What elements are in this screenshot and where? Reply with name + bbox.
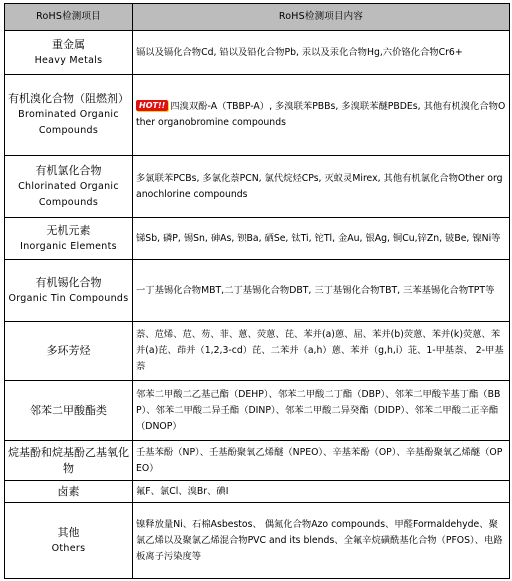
category-zh: 有机溴化合物（阻燃剂） (8, 92, 129, 105)
category-cell (5, 218, 133, 260)
category-en: Heavy Metals (34, 54, 103, 66)
category-zh: 卤素 (57, 484, 80, 498)
category-zh: 有机锡化合物 (35, 275, 102, 289)
category-cell (5, 503, 133, 579)
content-cell (133, 75, 510, 156)
header-test-content: RoHS检测项目内容 (133, 4, 510, 31)
table-row-phthalates (5, 381, 510, 441)
content-cell: 壬基苯酚（NP）、壬基酚聚氧乙烯醚（NPEO）、辛基苯酚（OP）、辛基酚聚氧乙烯醚（OPEO） (133, 441, 510, 481)
content-cell: 锑Sb, 磷P, 锡Sn, 砷As, 钡Ba, 硒Se, 钛Ti, 铊Tl, 金Au, 银Ag, 铜Cu,锌Zn, 铍Be, 镍Ni等 (133, 218, 510, 260)
content-cell: 镍释放量Ni、石棉Asbestos、 偶氮化合物Azo compounds、甲醛Formaldehyde、聚氯乙烯以及聚氯乙烯混合物PVC and its blends、全氟辛烷磺酰基化合物（PFOS）、电路板离子污染度等 (133, 503, 510, 579)
table-row-heavy-metals (5, 31, 510, 75)
table-row-chlorinated (5, 156, 510, 218)
category-zh: 其他 (57, 525, 80, 539)
category-cell (5, 75, 133, 156)
category-cell (5, 441, 133, 481)
category-en: Inorganic Elements (20, 240, 117, 252)
content-cell: 萘、苊烯、苊、芴、菲、蒽、荧蒽、芘、苯并(a)蒽、屈、苯并(b)荧蒽、苯并(k)荧蒽、苯并(a)芘、茚并（1,2,3-cd）芘、二苯并（a,h）蒽、苯并（g,h,i）苝、1-甲基萘、 2-甲基萘 (133, 322, 510, 381)
rohs-table-frame (4, 3, 509, 577)
rohs-test-items-table (4, 3, 510, 579)
content-cell: 一丁基锡化合物MBT,二丁基锡化合物DBT, 三丁基锡化合物TBT, 三苯基锡化合物TPT等 (133, 260, 510, 322)
category-en: Organic Tin Compounds (8, 292, 129, 304)
category-cell (5, 260, 133, 322)
table-row-organic-tin (5, 260, 510, 322)
hot-badge-icon: HOT!! (136, 100, 168, 111)
category-en: Brominated Organic Compounds (18, 109, 119, 136)
category-cell (5, 481, 133, 503)
content-cell: 氟F、氯Cl、溴Br、碘I (133, 481, 510, 503)
table-row-inorganic (5, 218, 510, 260)
category-cell (5, 31, 133, 75)
content-cell: 邻苯二甲酸二乙基己酯（DEHP）、邻苯二甲酸二丁酯（DBP）、邻苯二甲酸苄基丁酯（BBP）、邻苯二甲酸二异壬酯（DINP）、邻苯二甲酸二异癸酯（DIDP）、邻苯二甲酸二正辛酯（DNOP） (133, 381, 510, 441)
header-test-item: RoHS检测项目 (5, 4, 133, 31)
table-row-pah (5, 322, 510, 381)
table-row-brominated (5, 75, 510, 156)
category-cell (5, 156, 133, 218)
category-zh: 烷基酚和烷基酚乙基氧化物 (8, 445, 129, 475)
category-zh: 多环芳烃 (46, 344, 91, 357)
category-cell (5, 381, 133, 441)
category-cell (5, 322, 133, 381)
content-cell: 镉以及镉化合物Cd, 铅以及铅化合物Pb, 汞以及汞化合物Hg,六价铬化合物Cr6+ (133, 31, 510, 75)
category-zh: 重金属 (52, 37, 85, 51)
category-zh: 有机氯化合物 (35, 163, 102, 177)
table-row-alkylphenols (5, 441, 510, 481)
table-header-row (5, 4, 510, 31)
category-zh: 无机元素 (46, 223, 91, 237)
category-en: Chlorinated Organic Compounds (18, 180, 119, 208)
content-text: 四溴双酚-A（TBBP-A）, 多溴联苯PBBs, 多溴联苯醚PBDEs, 其他有机溴化合物Other organobromine compounds (136, 101, 506, 128)
table-row-halogens (5, 481, 510, 503)
category-en: Others (51, 542, 86, 554)
category-zh: 邻苯二甲酸酯类 (30, 403, 107, 417)
content-cell: 多氯联苯PCBs, 多氯化萘PCN, 氯代烷烃CPs, 灭蚁灵Mirex, 其他有机氯化合物Other organochlorine compounds (133, 156, 510, 218)
table-row-others (5, 503, 510, 579)
